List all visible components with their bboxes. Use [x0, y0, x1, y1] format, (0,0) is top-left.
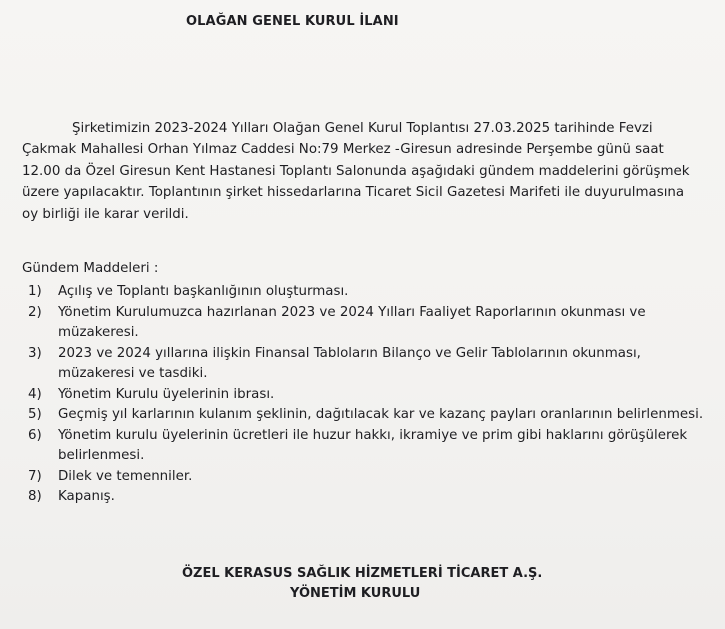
agenda-item	[28, 344, 718, 385]
intro-line: Çakmak Mahallesi Orhan Yılmaz Caddesi No:79 Merkez -Giresun adresinde Perşembe günü saat	[22, 142, 664, 158]
agenda-item	[28, 405, 718, 426]
intro-line: 12.00 da Özel Giresun Kent Hastanesi Toplantı Salonunda aşağıdaki gündem maddelerini görüşmek	[22, 163, 690, 179]
intro-paragraph	[22, 118, 712, 225]
agenda-item-text: Yönetim kurulu üyelerinin ücretleri ile huzur hakkı, ikramiye ve prim gibi haklarını görüşülerek	[58, 427, 688, 443]
agenda-item-number: 2)	[28, 304, 42, 320]
agenda-item	[28, 467, 718, 488]
agenda-item-text: Dilek ve temenniler.	[58, 468, 193, 484]
agenda-item-number: 5)	[28, 407, 42, 422]
agenda-item	[28, 282, 718, 303]
agenda-item-text: Kapanış.	[58, 489, 115, 504]
agenda-item-text: Yönetim Kurulu üyelerinin ibrası.	[58, 386, 275, 402]
agenda-item	[28, 487, 718, 508]
agenda-list	[28, 282, 718, 508]
agenda-item-text: Yönetim Kurulumuzca hazırlanan 2023 ve 2024 Yılları Faaliyet Raporlarının okunması ve	[58, 304, 646, 320]
agenda-item-number: 4)	[28, 386, 42, 402]
intro-line: oy birliği ile karar verildi.	[22, 206, 189, 222]
agenda-item	[28, 385, 718, 406]
intro-line: Şirketimizin 2023-2024 Yılları Olağan Genel Kurul Toplantısı 27.03.2025 tarihinde Fevzi	[72, 121, 653, 136]
agenda-item-number: 3)	[28, 345, 42, 361]
document-title: OLAĞAN GENEL KURUL İLANI	[186, 14, 399, 29]
agenda-item-text: müzakeresi.	[58, 325, 139, 340]
agenda-item	[28, 426, 718, 467]
agenda-item-text: müzakeresi ve tasdiki.	[58, 366, 208, 381]
agenda-item-text: Geçmiş yıl karlarının kulanım şeklinin, dağıtılacak kar ve kazanç payları oranlarının belirlenmesi.	[58, 407, 704, 422]
agenda-item-number: 7)	[28, 468, 42, 484]
agenda-item-number: 1)	[28, 284, 42, 299]
agenda-item	[28, 303, 718, 344]
agenda-item-number: 8)	[28, 489, 42, 504]
agenda-item-text: 2023 ve 2024 yıllarına ilişkin Finansal Tabloların Bilanço ve Gelir Tablolarının okunması,	[58, 345, 641, 361]
signature-company: ÖZEL KERASUS SAĞLIK HİZMETLERİ TİCARET A.Ş.	[182, 566, 543, 581]
signature-board: YÖNETİM KURULU	[290, 586, 421, 601]
agenda-title: Gündem Maddeleri :	[22, 261, 159, 276]
agenda-item-text: Açılış ve Toplantı başkanlığının oluşturması.	[58, 284, 349, 299]
agenda-item-number: 6)	[28, 427, 42, 443]
intro-line: üzere yapılacaktır. Toplantının şirket hissedarlarına Ticaret Sicil Gazetesi Marifeti ile duyurulmasına	[22, 185, 685, 201]
agenda-item-text: belirlenmesi.	[58, 448, 145, 463]
